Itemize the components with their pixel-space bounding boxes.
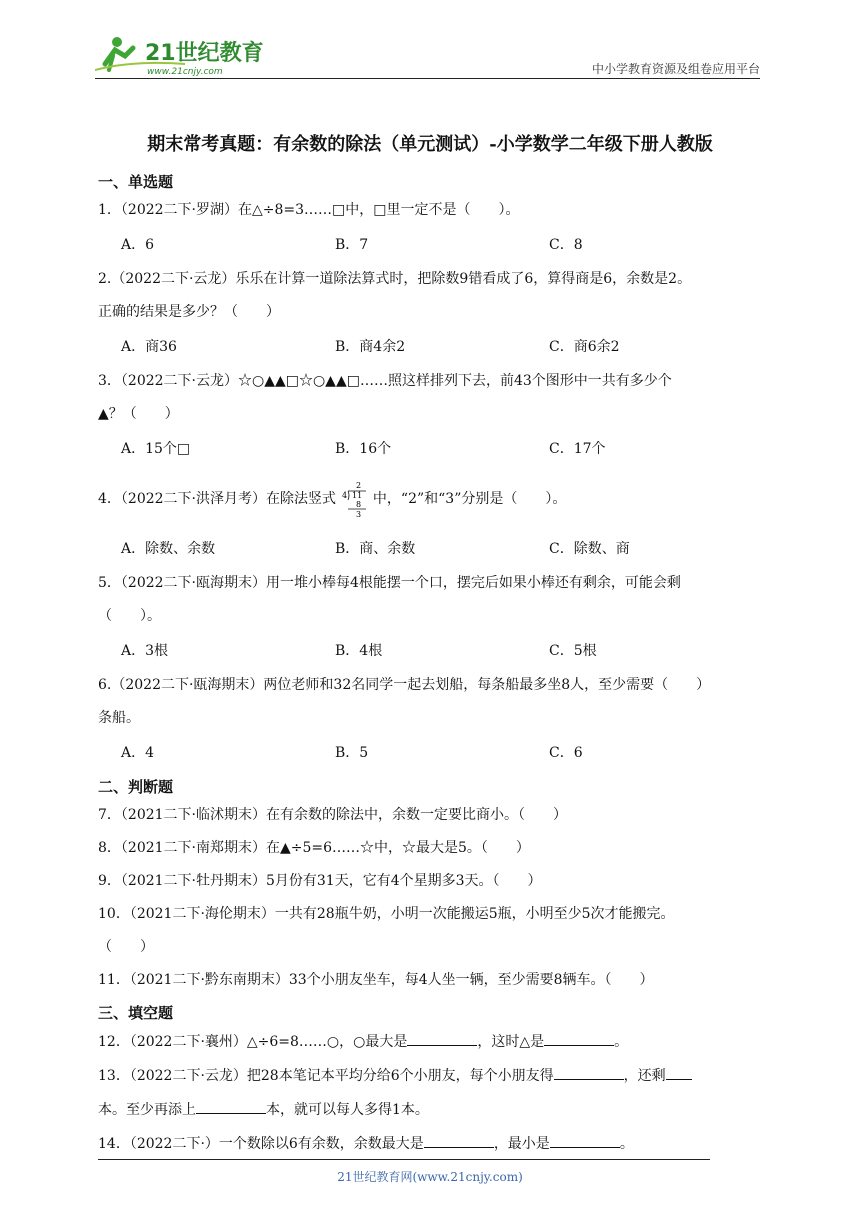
option-a: A．商36: [121, 339, 177, 355]
question-13-line-2: [98, 1093, 763, 1127]
question-3-line-1: 3．（2022二下·云龙）☆○▲▲□☆○▲▲□……照这样排列下去，前43个图形中一共有多少个: [98, 373, 672, 389]
option-c: C．8: [549, 237, 583, 253]
option-c: C．5根: [549, 643, 597, 659]
option-c: C．6: [549, 745, 583, 761]
option-b: B．商4余2: [335, 339, 406, 355]
answer-blank[interactable]: [554, 1065, 624, 1080]
option-a: A．除数、余数: [121, 541, 216, 557]
option-c: C．17个: [549, 441, 606, 457]
question-12-text-3: 。: [614, 1034, 629, 1050]
platform-name: 中小学教育资源及组卷应用平台: [591, 62, 760, 76]
page-header: [95, 30, 760, 78]
page-title: 期末常考真题：有余数的除法（单元测试）-小学数学二年级下册人教版: [147, 134, 713, 155]
section-heading-true-false: 二、判断题: [98, 778, 174, 796]
question-9: 9．（2021二下·牡丹期末）5月份有31天，它有4个星期多3天。（ ）: [98, 873, 542, 889]
question-2-options: [98, 329, 763, 365]
logo-21cnjy: [95, 34, 265, 76]
question-3-line-2: ▲？（ ）: [98, 406, 179, 422]
question-13-text-1: 13．（2022二下·云龙）把28本笔记本平均分给6个小朋友，每个小朋友得: [98, 1068, 554, 1084]
div-divisor: 4: [342, 491, 348, 500]
question-12-text-2: ，这时△是: [477, 1034, 545, 1050]
question-7: 7．（2021二下·临沭期末）在有余数的除法中，余数一定要比商小。（ ）: [98, 807, 567, 823]
option-b: B．7: [335, 237, 369, 253]
question-6-line-2: 条船。: [98, 710, 140, 726]
question-3-options: [98, 431, 763, 467]
question-4-options: [98, 531, 763, 567]
exam-content: [98, 166, 763, 1161]
question-14-text-1: 14．（2022二下·）一个数除以6有余数，余数最大是: [98, 1136, 424, 1152]
header-divider: [95, 78, 760, 79]
question-10-line-2: （ ）: [98, 939, 154, 955]
question-5-options: [98, 633, 763, 669]
answer-blank[interactable]: [407, 1031, 477, 1046]
question-6-line-1: 6.（2022二下·瓯海期末）两位老师和32名同学一起去划船，每条船最多坐8人，至少需要（ ）: [98, 677, 711, 693]
question-13-line-1: [98, 1059, 763, 1093]
option-c: C．商6余2: [549, 339, 620, 355]
option-a: A．6: [121, 237, 155, 253]
option-a: A．15个□: [121, 441, 191, 457]
logo-text: 21世纪教育: [145, 41, 264, 66]
option-a: A．4: [121, 745, 155, 761]
question-12: [98, 1025, 763, 1059]
question-2-line-2: 正确的结果是多少？（ ）: [98, 304, 280, 320]
div-subtract: 8: [356, 500, 362, 509]
option-b: B．16个: [335, 441, 392, 457]
long-division-figure: [340, 480, 368, 518]
div-dividend: 11: [352, 491, 363, 500]
option-b: B．4根: [335, 643, 383, 659]
logo-url: www.21cnjy.com: [147, 67, 223, 76]
question-6-options: [98, 735, 763, 771]
question-13-text-2: ，还剩: [623, 1068, 666, 1084]
question-14-text-3: 。: [619, 1136, 634, 1152]
question-12-text-1: 12．（2022二下·襄州）△÷6=8……○，○最大是: [98, 1034, 408, 1050]
option-a: A．3根: [121, 643, 169, 659]
div-quotient: 2: [356, 481, 362, 490]
question-11: 11．（2021二下·黔东南期末）33个小朋友坐车，每4人坐一辆，至少需要8辆车。（ ）: [98, 972, 654, 988]
answer-blank[interactable]: [550, 1133, 620, 1148]
answer-blank[interactable]: [666, 1065, 692, 1080]
div-remainder: 3: [356, 510, 362, 518]
question-8: 8．（2021二下·南郑期末）在▲÷5=6……☆中，☆最大是5。（ ）: [98, 840, 530, 856]
question-4-pre: 4．（2022二下·洪泽月考）在除法竖式: [98, 491, 336, 507]
footer-divider: [98, 1159, 710, 1160]
question-5-line-2: （ ）。: [98, 608, 161, 624]
section-heading-fill-blank: 三、填空题: [98, 1004, 174, 1022]
question-14: [98, 1127, 763, 1161]
answer-blank[interactable]: [544, 1031, 614, 1046]
question-1-options: [98, 227, 763, 263]
answer-blank[interactable]: [424, 1133, 494, 1148]
question-14-text-2: ，最小是: [493, 1136, 550, 1152]
option-b: B．商、余数: [335, 541, 416, 557]
question-13-text-4: 本，就可以每人多得1本。: [266, 1102, 429, 1118]
question-4: [98, 467, 763, 531]
section-heading-single-choice: 一、单选题: [98, 173, 174, 191]
question-10-line-1: 10．（2021二下·海伦期末）一共有28瓶牛奶，小明一次能搬运5瓶，小明至少5次才能搬完。: [98, 906, 675, 922]
option-b: B．5: [335, 745, 369, 761]
question-5-line-1: 5．（2022二下·瓯海期末）用一堆小棒每4根能摆一个口，摆完后如果小棒还有剩余，可能会剩: [98, 575, 681, 591]
question-2-line-1: 2.（2022二下·云龙）乐乐在计算一道除法算式时，把除数9错看成了6，算得商是6，余数是2。: [98, 271, 692, 287]
question-1: 1．（2022二下·罗湖）在△÷8=3……□中，□里一定不是（ ）。: [98, 202, 520, 218]
footer-link[interactable]: 21世纪教育网(www.21cnjy.com): [337, 1170, 523, 1184]
answer-blank[interactable]: [196, 1099, 266, 1114]
question-4-post: 中，“2”和“3”分别是（ ）。: [372, 491, 567, 507]
option-c: C．除数、商: [549, 541, 630, 557]
question-13-text-3: 本。至少再添上: [98, 1102, 196, 1118]
